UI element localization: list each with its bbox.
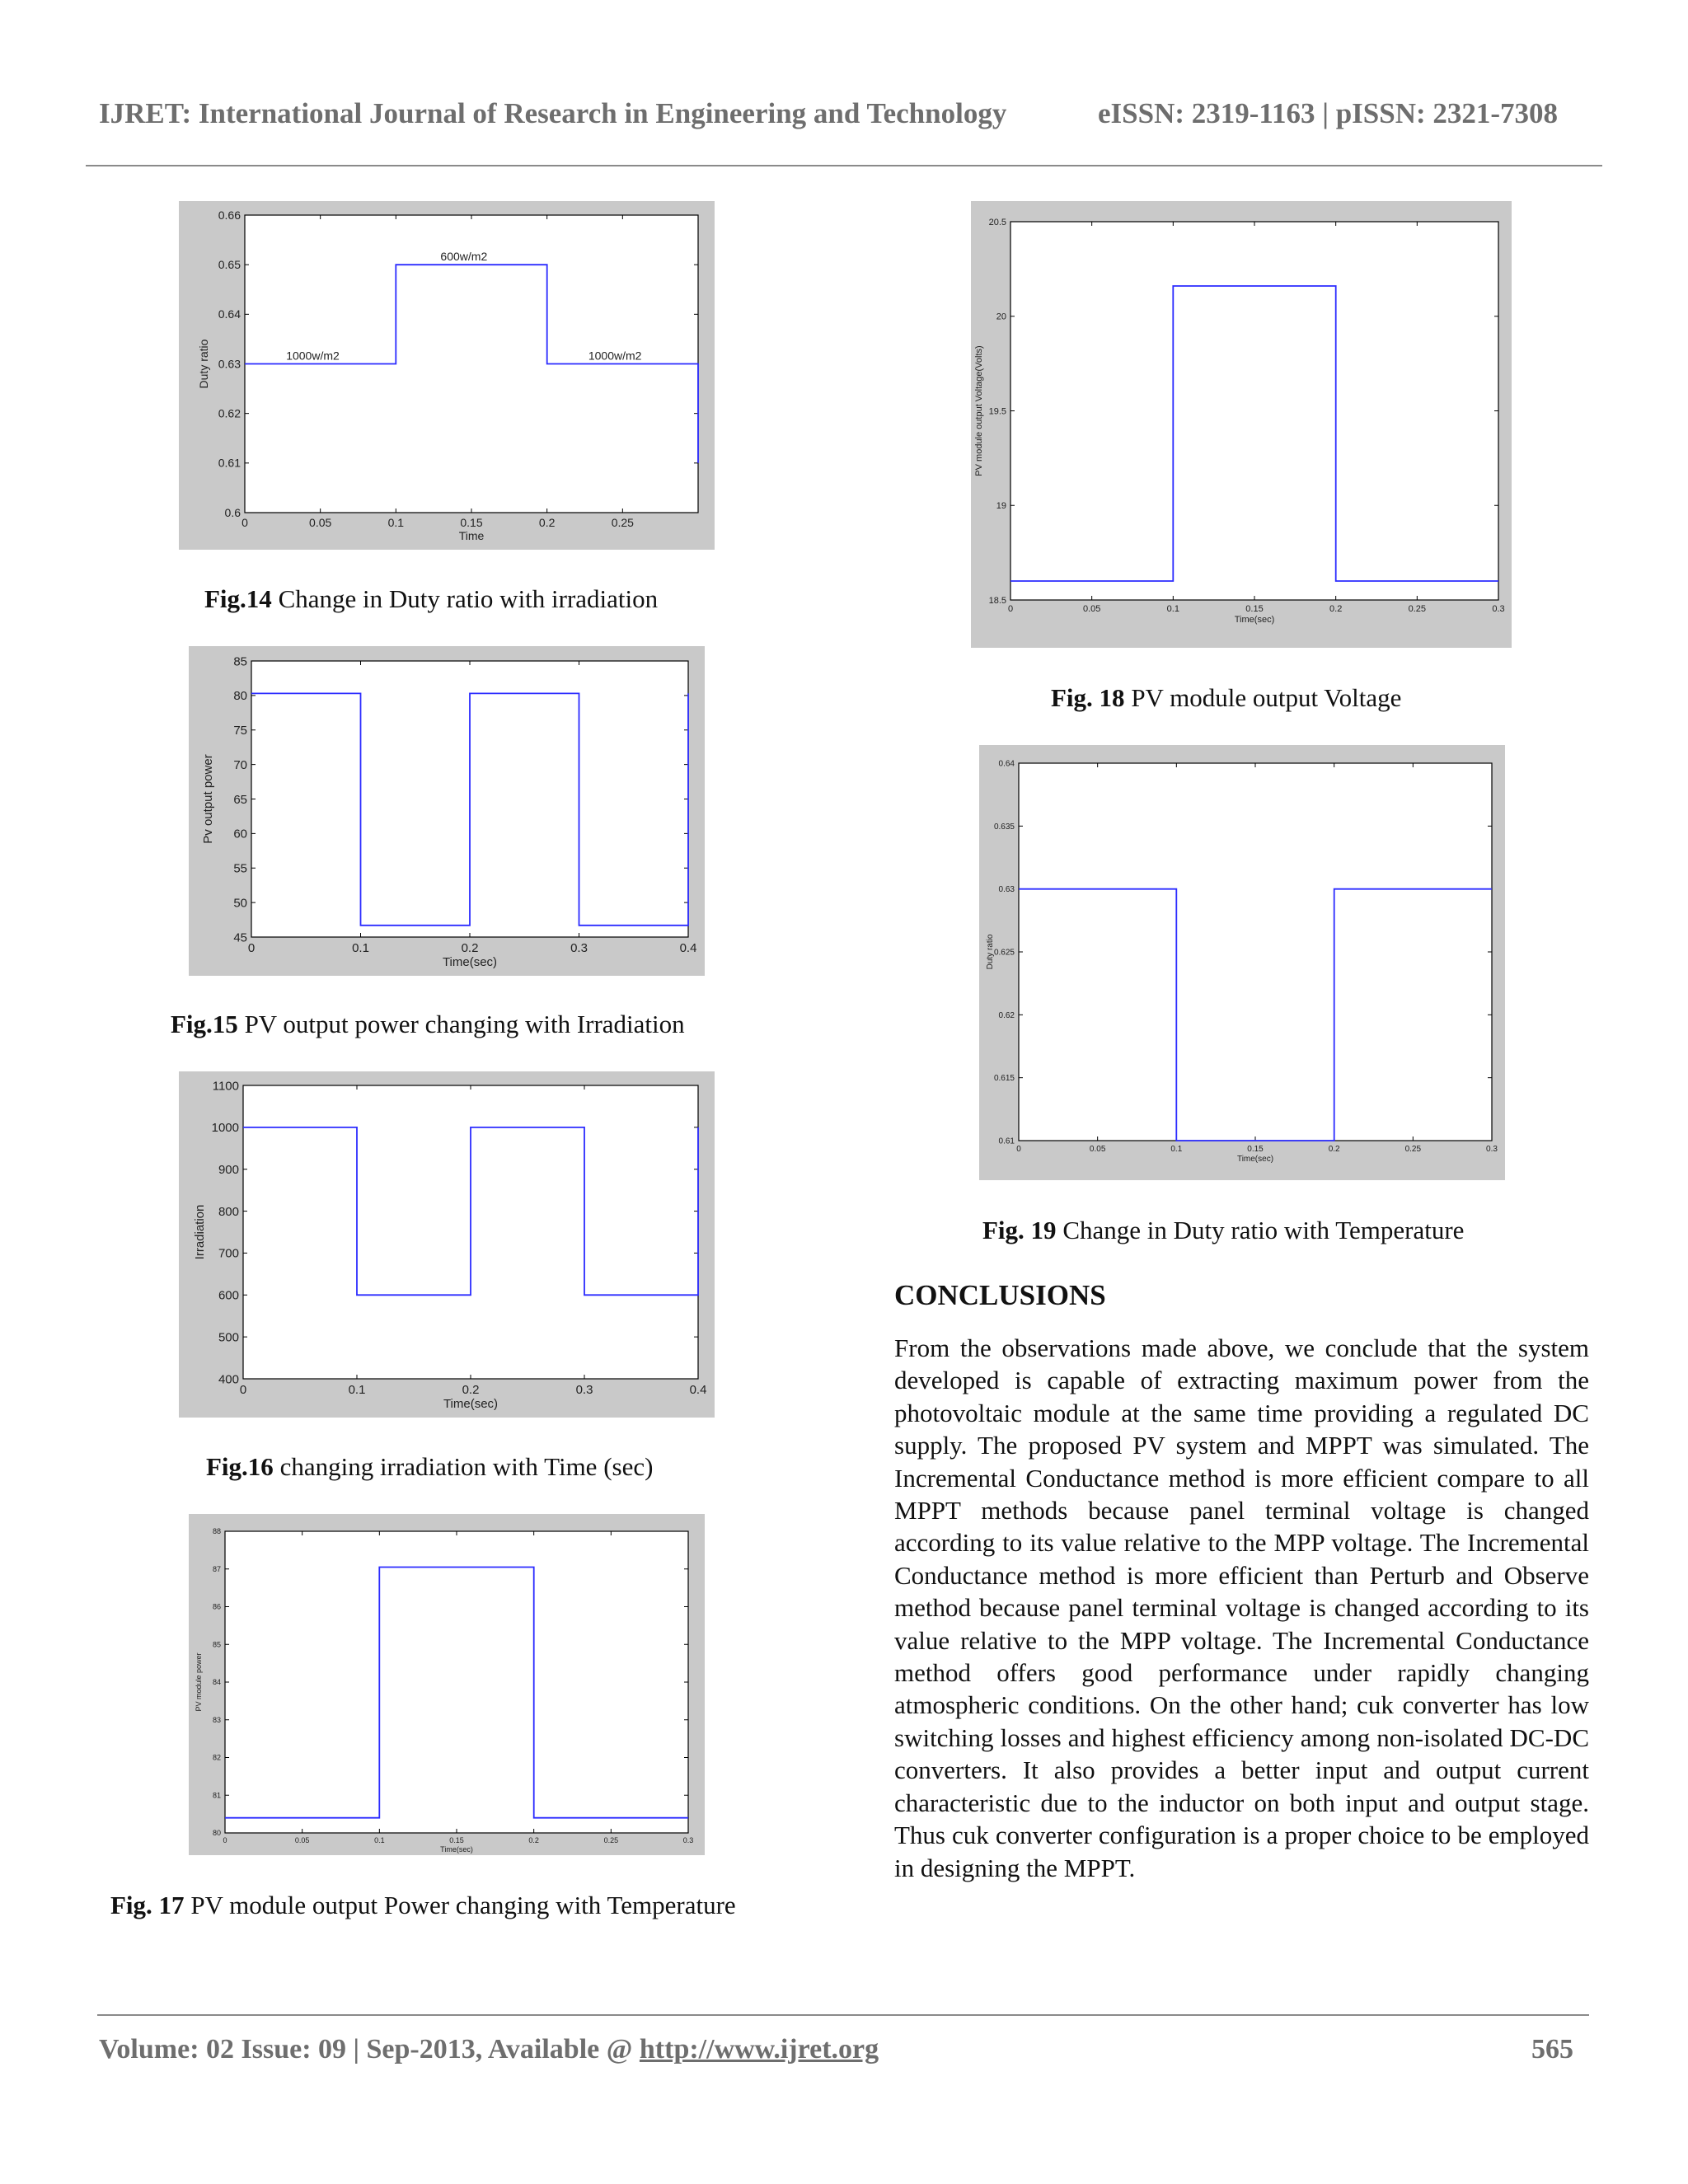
footer-rule <box>97 2014 1589 2016</box>
caption-text: Change in Duty ratio with Temperature <box>1062 1216 1465 1244</box>
x-tick-label: 0.05 <box>309 516 332 529</box>
figure-18-chart <box>971 201 1512 648</box>
caption-text: PV output power changing with Irradiation <box>244 1010 685 1038</box>
y-tick-label: 0.61 <box>998 1137 1015 1146</box>
data-annotation: 1000w/m2 <box>286 349 340 363</box>
x-axis-label: Time <box>458 529 485 542</box>
page-number: 565 <box>1531 2034 1573 2064</box>
y-tick-label: 70 <box>233 757 247 772</box>
y-tick-label: 0.635 <box>993 822 1015 832</box>
fig15-svg <box>189 646 705 976</box>
y-tick-label: 0.64 <box>218 307 241 321</box>
y-tick-label: 0.65 <box>218 258 241 272</box>
figure-15-chart <box>189 646 705 976</box>
y-tick-label: 88 <box>212 1527 221 1536</box>
x-tick-label: 0.1 <box>1170 1145 1183 1154</box>
x-tick-label: 0 <box>241 516 248 529</box>
x-tick-label: 0.2 <box>1328 1145 1340 1154</box>
caption-text: changing irradiation with Time (sec) <box>279 1452 654 1481</box>
x-tick-label: 0.4 <box>679 941 697 955</box>
x-tick-label: 0 <box>1016 1145 1021 1154</box>
y-tick-label: 800 <box>218 1204 239 1219</box>
fig18-svg <box>971 201 1512 648</box>
fig16-svg <box>179 1071 715 1418</box>
y-tick-label: 85 <box>212 1640 221 1649</box>
y-tick-label: 1000 <box>211 1121 239 1136</box>
x-tick-label: 0.3 <box>575 1383 593 1397</box>
y-axis-label: Pv output power <box>201 754 215 844</box>
figure-17-chart <box>189 1514 705 1855</box>
figure-14-chart <box>179 201 715 550</box>
figure-17-caption <box>110 1891 736 1920</box>
x-tick-label: 0.05 <box>1089 1145 1106 1154</box>
y-tick-label: 700 <box>218 1246 239 1261</box>
y-tick-label: 80 <box>233 689 247 704</box>
x-tick-label: 0 <box>239 1383 247 1397</box>
y-tick-label: 19 <box>996 501 1006 512</box>
y-tick-label: 80 <box>212 1829 221 1838</box>
y-tick-label: 83 <box>212 1715 221 1724</box>
fig14-svg <box>179 201 715 550</box>
figure-14-caption <box>204 584 658 614</box>
y-axis-label: PV module output Voltage(Volts) <box>973 345 984 476</box>
header-rule <box>86 165 1602 166</box>
x-axis-label: Time(sec) <box>1236 1155 1274 1164</box>
figure-15-caption <box>171 1010 685 1039</box>
x-tick-label: 0.3 <box>682 1836 694 1844</box>
y-tick-label: 86 <box>212 1602 221 1611</box>
figure-label: Fig.16 <box>206 1452 274 1481</box>
x-tick-label: 0.1 <box>374 1836 385 1844</box>
y-tick-label: 400 <box>218 1372 239 1387</box>
y-axis-label: Duty ratio <box>197 339 211 389</box>
y-tick-label: 0.6 <box>224 505 241 519</box>
x-tick-label: 0.25 <box>1404 1145 1422 1154</box>
y-tick-label: 84 <box>212 1678 221 1687</box>
y-tick-label: 20 <box>996 312 1006 322</box>
y-tick-label: 81 <box>212 1791 221 1800</box>
plot-area <box>1010 222 1498 600</box>
figure-label: Fig. 18 <box>1051 683 1125 712</box>
y-tick-label: 19.5 <box>988 406 1006 417</box>
y-tick-label: 1100 <box>212 1079 239 1094</box>
y-tick-label: 87 <box>212 1564 221 1573</box>
x-axis-label: Time(sec) <box>442 955 498 969</box>
y-axis-label: PV module power <box>195 1652 204 1712</box>
issn-numbers: eISSN: 2319-1163 | pISSN: 2321-7308 <box>1098 97 1559 129</box>
x-axis-label: Time(sec) <box>440 1845 473 1854</box>
x-tick-label: 0.1 <box>348 1383 366 1397</box>
x-tick-label: 0.3 <box>1492 604 1505 614</box>
x-tick-label: 0.1 <box>387 516 405 529</box>
x-tick-label: 0 <box>247 941 256 955</box>
x-tick-label: 0.15 <box>1245 604 1264 614</box>
x-tick-label: 0.1 <box>352 941 369 955</box>
figure-16-chart <box>179 1071 715 1418</box>
x-tick-label: 0.2 <box>461 941 479 955</box>
y-tick-label: 500 <box>218 1330 239 1345</box>
x-tick-label: 0.25 <box>611 516 634 529</box>
y-tick-label: 0.62 <box>998 1010 1015 1020</box>
x-tick-label: 0 <box>1007 604 1014 614</box>
figure-19-caption <box>982 1216 1464 1245</box>
figure-label: Fig.14 <box>204 584 272 613</box>
x-tick-label: 0.05 <box>1082 604 1101 614</box>
data-annotation: 1000w/m2 <box>588 349 642 363</box>
y-axis-label: Irradiation <box>193 1204 207 1260</box>
figure-label: Fig. 19 <box>982 1216 1057 1244</box>
y-tick-label: 0.63 <box>218 357 241 371</box>
y-tick-label: 0.625 <box>993 948 1015 958</box>
data-annotation: 600w/m2 <box>440 250 488 264</box>
y-tick-label: 65 <box>233 792 247 807</box>
y-tick-label: 18.5 <box>988 595 1006 606</box>
y-tick-label: 55 <box>233 861 247 876</box>
running-header <box>99 97 1582 130</box>
y-tick-label: 85 <box>233 654 247 669</box>
x-tick-label: 0.2 <box>528 1836 539 1844</box>
x-tick-label: 0.05 <box>294 1836 310 1844</box>
conclusions-heading: CONCLUSIONS <box>894 1279 1106 1311</box>
plot-area <box>225 1531 688 1833</box>
figure-label: Fig. 17 <box>110 1891 185 1919</box>
figure-18-caption <box>1051 683 1401 713</box>
y-tick-label: 0.63 <box>998 885 1015 895</box>
x-tick-label: 0 <box>223 1836 227 1844</box>
x-tick-label: 0.25 <box>603 1836 619 1844</box>
y-tick-label: 600 <box>218 1288 239 1303</box>
y-axis-label: Duty ratio <box>986 934 995 970</box>
y-tick-label: 0.64 <box>998 759 1015 769</box>
y-tick-label: 900 <box>218 1162 239 1177</box>
y-tick-label: 50 <box>233 896 247 911</box>
x-tick-label: 0.4 <box>689 1383 707 1397</box>
x-tick-label: 0.2 <box>538 516 556 529</box>
x-tick-label: 0.3 <box>1486 1145 1498 1154</box>
y-tick-label: 75 <box>233 724 247 738</box>
x-axis-label: Time(sec) <box>1234 615 1275 625</box>
figure-19-chart <box>979 745 1505 1180</box>
x-axis-label: Time(sec) <box>443 1397 499 1411</box>
y-tick-label: 0.62 <box>218 406 241 420</box>
conclusions-paragraph: From the observations made above, we conclude that the system developed is capable of extracting maximum power from the photovoltaic module at the same time providing a regulated DC supply. The proposed PV system and MPPT was simulated. The Incremental Conductance method is more efficient compare to all MPPT methods because panel terminal voltage is changed according to its value relative to the MPP voltage. The Incremental Conductance method is more efficient than Perturb and Observe method because panel terminal voltage is changed according to its value relative to the MPP voltage. The Incremental Conductance method offers good performance under rapidly changing atmospheric conditions. On the other hand; cuk converter has low switching losses and highest efficiency among non-isolated DC-DC converters. It also provides a better input and output current characteristic due to the inductor on both input and output stage. Thus cuk converter configuration is a proper choice to be employed in designing the MPPT. <box>894 1333 1589 1882</box>
fig19-svg <box>979 745 1505 1180</box>
fig17-svg <box>189 1514 705 1855</box>
y-tick-label: 60 <box>233 827 247 841</box>
y-tick-label: 0.615 <box>993 1074 1015 1084</box>
x-tick-label: 0.15 <box>449 1836 464 1844</box>
x-tick-label: 0.15 <box>1247 1145 1264 1154</box>
journal-title: IJRET: International Journal of Research in Engineering and Technology <box>99 97 1007 129</box>
x-tick-label: 0.2 <box>1329 604 1343 614</box>
caption-text: PV module output Power changing with Temperature <box>190 1891 736 1919</box>
x-tick-label: 0.2 <box>462 1383 480 1397</box>
journal-link[interactable]: http://www.ijret.org <box>639 2034 879 2064</box>
footer-volume: Volume: 02 Issue: 09 | Sep-2013, Available @ <box>99 2034 640 2064</box>
y-tick-label: 0.61 <box>218 456 241 470</box>
plot-area <box>1019 763 1492 1141</box>
figure-label: Fig.15 <box>171 1010 238 1038</box>
x-tick-label: 0.3 <box>570 941 588 955</box>
caption-text: Change in Duty ratio with irradiation <box>278 584 659 613</box>
x-tick-label: 0.1 <box>1166 604 1179 614</box>
caption-text: PV module output Voltage <box>1131 683 1402 712</box>
y-tick-label: 20.5 <box>988 217 1006 227</box>
figure-16-caption <box>206 1452 653 1482</box>
y-tick-label: 45 <box>233 930 247 945</box>
y-tick-label: 82 <box>212 1753 221 1762</box>
y-tick-label: 0.66 <box>218 208 241 222</box>
x-tick-label: 0.15 <box>460 516 483 529</box>
x-tick-label: 0.25 <box>1408 604 1427 614</box>
footer-info <box>99 2034 879 2065</box>
